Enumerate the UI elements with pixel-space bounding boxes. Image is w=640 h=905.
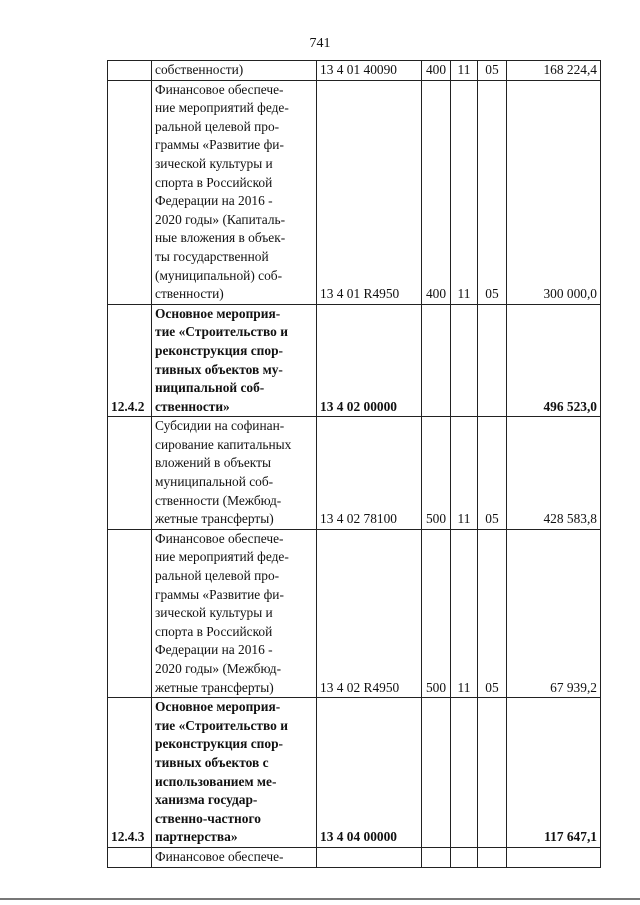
row-name-line: зической культуры и bbox=[155, 155, 273, 171]
table-row bbox=[108, 698, 601, 848]
row-name-line: сирование капитальных bbox=[155, 436, 292, 452]
page-bottom-edge bbox=[0, 898, 640, 900]
row-number-cell: 12.4.2 bbox=[108, 304, 152, 417]
row-number-cell: 12.4.3 bbox=[108, 698, 152, 848]
row-code-cell: 13 4 01 40090 bbox=[317, 61, 422, 81]
row-subsection-cell bbox=[478, 847, 507, 867]
row-number-cell bbox=[108, 417, 152, 530]
row-name-cell bbox=[152, 304, 317, 417]
row-name-line: спорта в Российской bbox=[155, 174, 273, 190]
row-subsection-cell bbox=[478, 304, 507, 417]
row-subsection-cell: 05 bbox=[478, 80, 507, 304]
row-name-cell bbox=[152, 417, 317, 530]
row-section-cell: 11 bbox=[451, 417, 478, 530]
row-name-line: тивных объектов с bbox=[155, 754, 269, 770]
row-name-line: реконструкция спор- bbox=[155, 736, 283, 752]
row-number-cell bbox=[108, 80, 152, 304]
row-name-line: ственности» bbox=[155, 398, 230, 414]
page-number: 741 bbox=[309, 36, 331, 51]
row-name-line: ственности (Межбюд- bbox=[155, 492, 282, 508]
row-name-line: ты государственной bbox=[155, 248, 269, 264]
row-amount-cell: 300 000,0 bbox=[507, 80, 601, 304]
table-row bbox=[108, 61, 601, 81]
row-amount-cell bbox=[507, 847, 601, 867]
row-name-line: ственности) bbox=[155, 286, 224, 302]
row-name-line: (муниципальной) соб- bbox=[155, 267, 283, 283]
row-name-line: спорта в Российской bbox=[155, 623, 273, 639]
row-name-line: Финансовое обеспече- bbox=[155, 848, 284, 864]
row-name-line: Основное мероприя- bbox=[155, 699, 281, 715]
row-code-cell: 13 4 02 00000 bbox=[317, 304, 422, 417]
row-name-line: Федерации на 2016 - bbox=[155, 642, 273, 658]
row-name-line: собственности) bbox=[155, 62, 244, 77]
row-subsection-cell: 05 bbox=[478, 61, 507, 81]
budget-table bbox=[107, 60, 601, 868]
row-amount-cell: 67 939,2 bbox=[507, 529, 601, 697]
row-name-cell bbox=[152, 529, 317, 697]
row-name-line: Основное мероприя- bbox=[155, 305, 281, 321]
row-code-cell: 13 4 04 00000 bbox=[317, 698, 422, 848]
row-number-cell bbox=[108, 847, 152, 867]
table-row bbox=[108, 80, 601, 304]
row-name-line: Финансовое обеспече- bbox=[155, 81, 284, 97]
row-expense-type-cell bbox=[422, 847, 451, 867]
row-name-line: муниципальной соб- bbox=[155, 474, 274, 490]
table-row bbox=[108, 417, 601, 530]
table-row bbox=[108, 304, 601, 417]
row-name-line: ральной целевой про- bbox=[155, 568, 280, 584]
row-section-cell bbox=[451, 698, 478, 848]
row-subsection-cell bbox=[478, 698, 507, 848]
row-subsection-cell: 05 bbox=[478, 529, 507, 697]
row-name-line: жетные трансферты) bbox=[155, 511, 274, 527]
row-amount-cell: 168 224,4 bbox=[507, 61, 601, 81]
table-row bbox=[108, 847, 601, 867]
row-expense-type-cell bbox=[422, 304, 451, 417]
row-expense-type-cell: 400 bbox=[422, 61, 451, 81]
row-name-line: Федерации на 2016 - bbox=[155, 193, 273, 209]
row-name-line: ные вложения в объек- bbox=[155, 230, 286, 246]
row-section-cell: 11 bbox=[451, 80, 478, 304]
row-name-line: ральной целевой про- bbox=[155, 118, 280, 134]
row-section-cell: 11 bbox=[451, 61, 478, 81]
row-number-cell bbox=[108, 529, 152, 697]
row-name-line: жетные трансферты) bbox=[155, 679, 274, 695]
row-name-line: ниципальной соб- bbox=[155, 380, 265, 396]
table-row bbox=[108, 529, 601, 697]
row-name-cell bbox=[152, 61, 317, 81]
row-name-line: тивных объектов му- bbox=[155, 361, 283, 377]
row-code-cell bbox=[317, 847, 422, 867]
row-name-line: ханизма государ- bbox=[155, 792, 258, 808]
row-name-line: 2020 годы» (Капиталь- bbox=[155, 211, 286, 227]
row-number-cell bbox=[108, 61, 152, 81]
row-code-cell: 13 4 01 R4950 bbox=[317, 80, 422, 304]
row-section-cell bbox=[451, 847, 478, 867]
row-name-line: ние мероприятий феде- bbox=[155, 100, 289, 116]
row-name-line: граммы «Развитие фи- bbox=[155, 586, 284, 602]
table-body bbox=[108, 61, 601, 868]
row-code-cell: 13 4 02 78100 bbox=[317, 417, 422, 530]
row-name-line: тие «Строительство и bbox=[155, 324, 288, 340]
row-name-line: ние мероприятий феде- bbox=[155, 549, 289, 565]
row-expense-type-cell bbox=[422, 698, 451, 848]
row-name-line: реконструкция спор- bbox=[155, 342, 283, 358]
row-section-cell bbox=[451, 304, 478, 417]
row-code-cell: 13 4 02 R4950 bbox=[317, 529, 422, 697]
row-expense-type-cell: 500 bbox=[422, 529, 451, 697]
row-amount-cell: 496 523,0 bbox=[507, 304, 601, 417]
row-name-line: использованием ме- bbox=[155, 773, 277, 789]
row-name-line: Финансовое обеспече- bbox=[155, 530, 284, 546]
row-section-cell: 11 bbox=[451, 529, 478, 697]
row-name-line: партнерства» bbox=[155, 829, 238, 845]
row-name-line: Субсидии на софинан- bbox=[155, 418, 285, 434]
row-name-line: тие «Строительство и bbox=[155, 717, 288, 733]
row-name-line: граммы «Развитие фи- bbox=[155, 137, 284, 153]
row-name-line: 2020 годы» (Межбюд- bbox=[155, 661, 282, 676]
row-name-cell bbox=[152, 698, 317, 848]
row-name-line: ственно-частного bbox=[155, 810, 261, 826]
row-name-cell bbox=[152, 80, 317, 304]
row-subsection-cell: 05 bbox=[478, 417, 507, 530]
row-amount-cell: 428 583,8 bbox=[507, 417, 601, 530]
row-expense-type-cell: 400 bbox=[422, 80, 451, 304]
row-amount-cell: 117 647,1 bbox=[507, 698, 601, 848]
row-name-line: зической культуры и bbox=[155, 605, 273, 621]
row-name-cell bbox=[152, 847, 317, 867]
row-expense-type-cell: 500 bbox=[422, 417, 451, 530]
row-name-line: вложений в объекты bbox=[155, 455, 271, 471]
